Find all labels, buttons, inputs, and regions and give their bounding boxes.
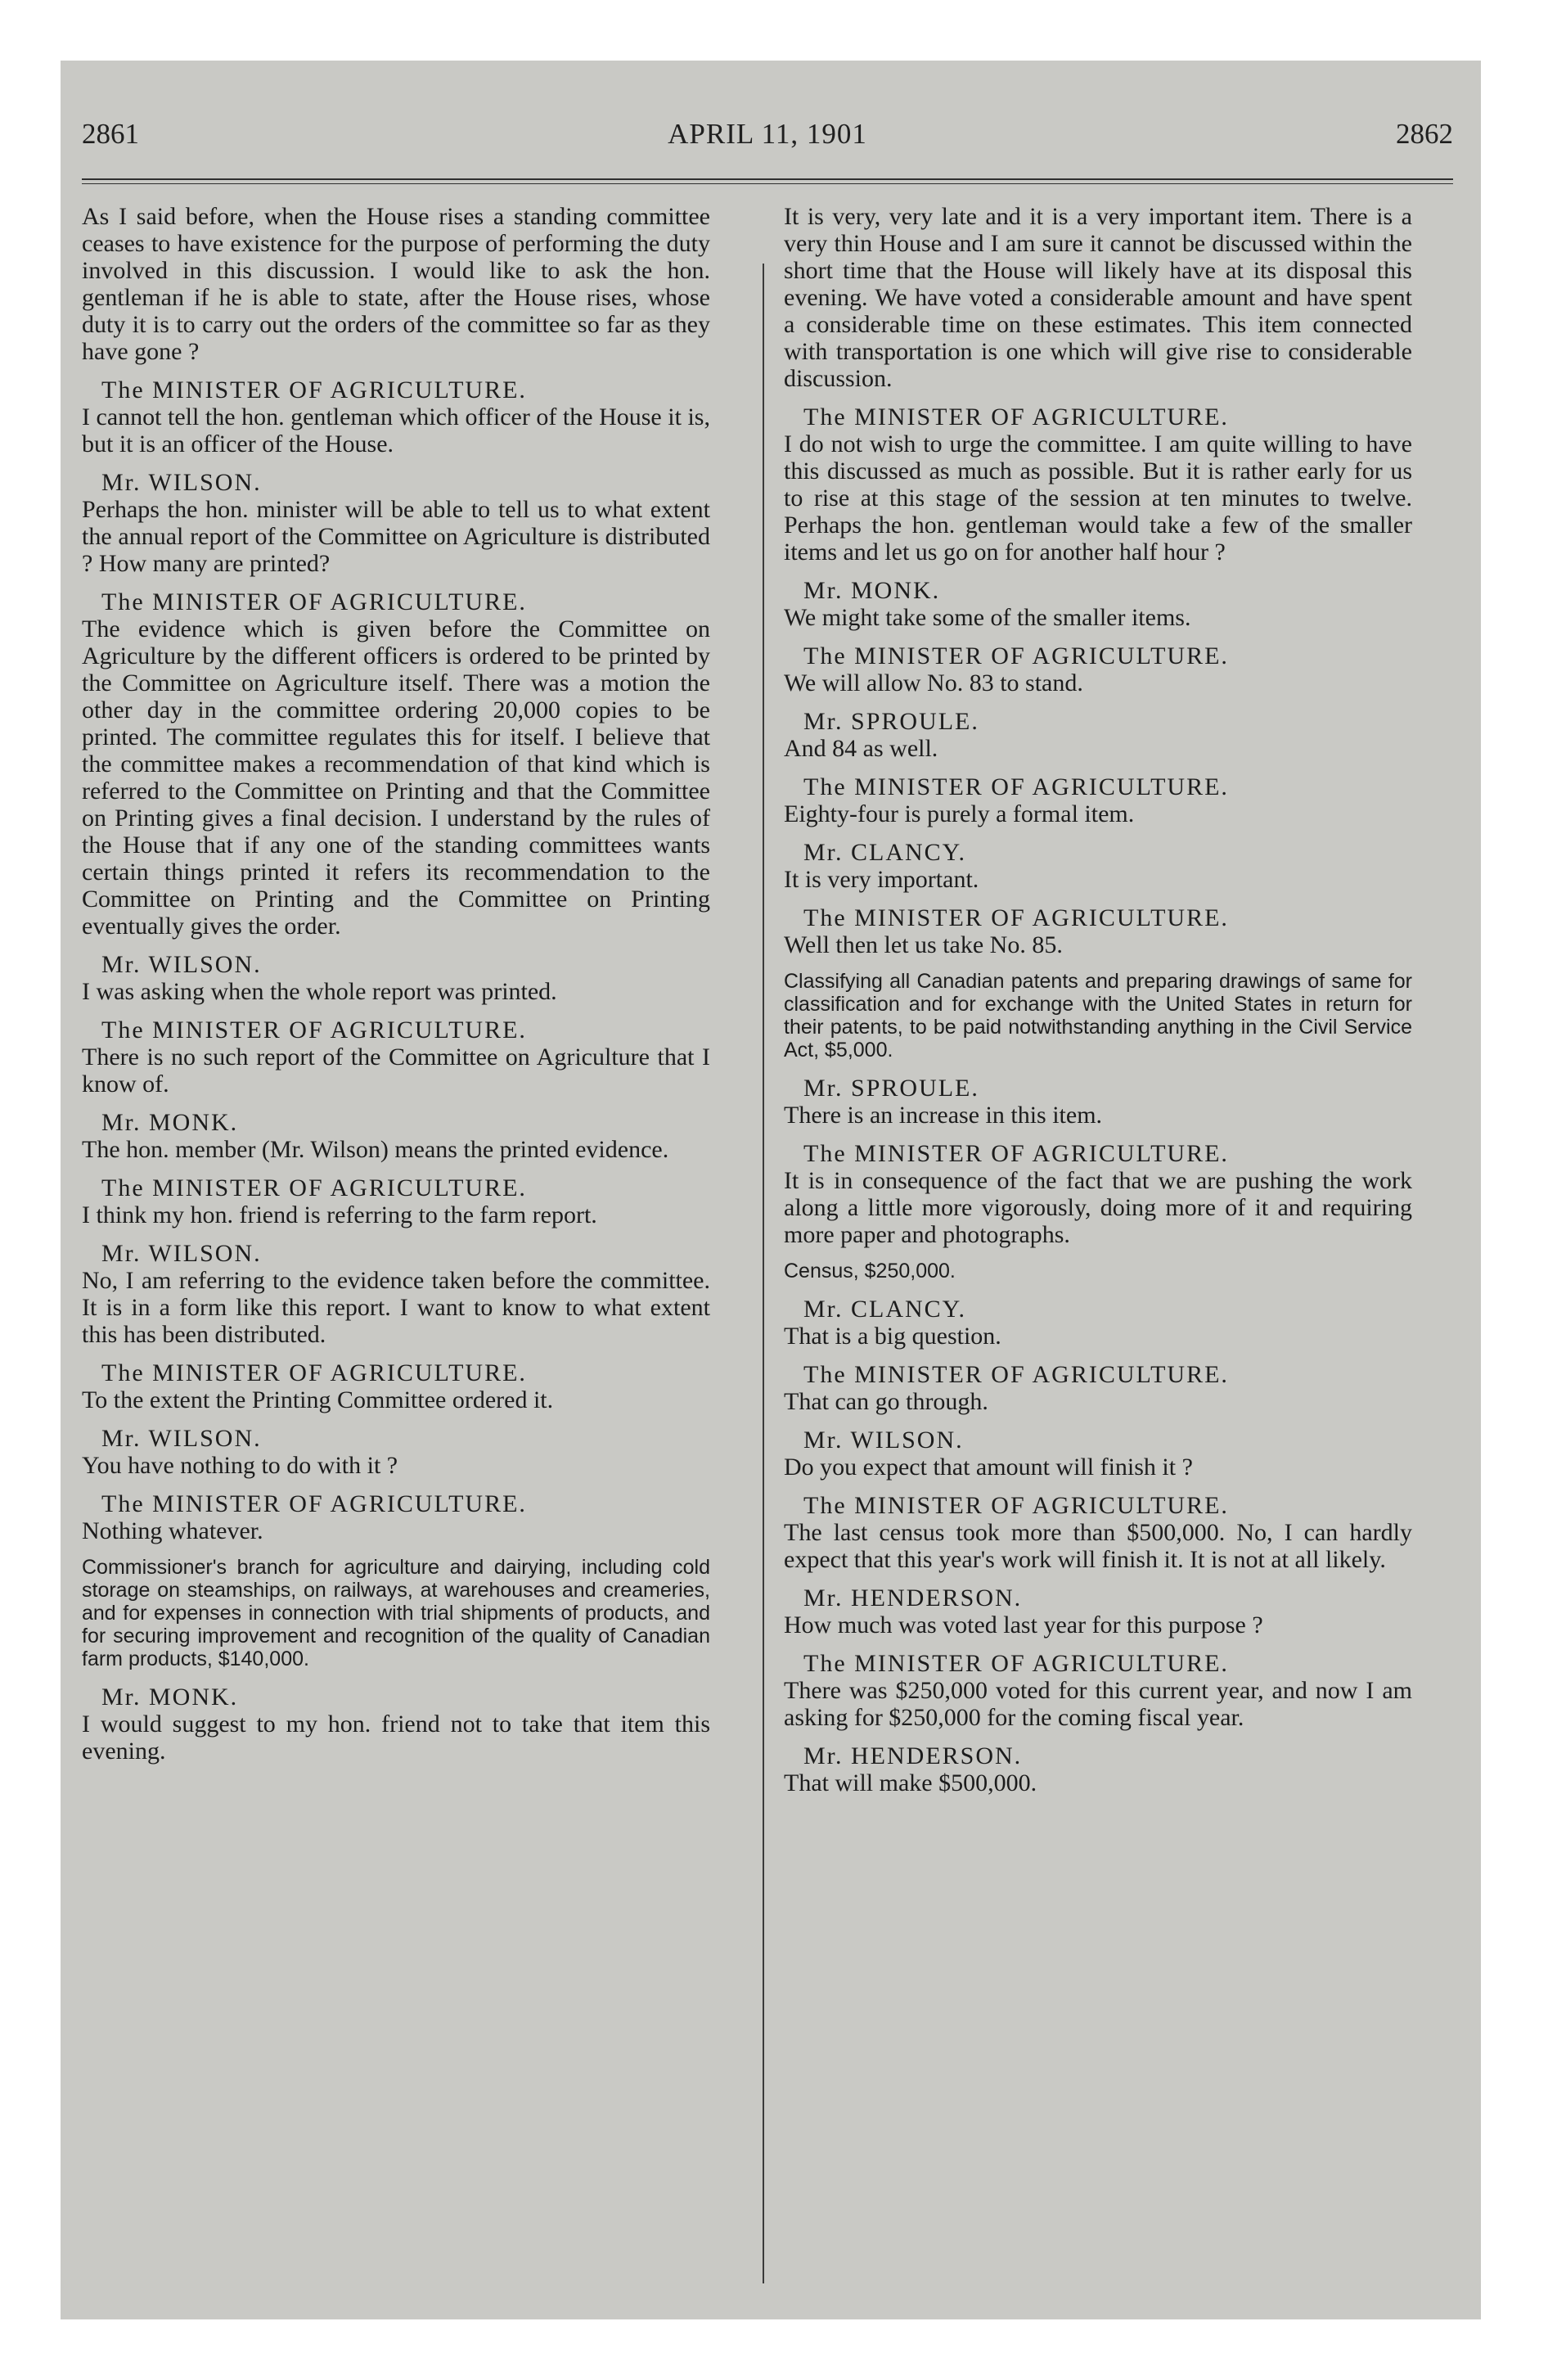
speaker-name: Mr. HENDERSON. <box>803 1742 1023 1769</box>
page-date: APRIL 11, 1901 <box>668 118 867 150</box>
speech-text: Well then let us take No. 85. <box>784 931 1063 958</box>
speaker-name: The MINISTER OF AGRICULTURE. <box>803 904 1229 931</box>
estimate-item: Census, $250,000. <box>784 1260 956 1282</box>
speech-text: How much was voted last year for this purpose ? <box>784 1611 1263 1639</box>
speech-text: No, I am referring to the evidence taken before the committee. It is in a form like this report. I want to know to what extent this has been distributed. <box>82 1267 710 1348</box>
speaker-name: Mr. CLANCY. <box>803 839 966 866</box>
speaker-name: Mr. WILSON. <box>803 1427 964 1454</box>
column-divider <box>763 264 764 2283</box>
speaker-name: The MINISTER OF AGRICULTURE. <box>803 642 1229 669</box>
speech-text: The hon. member (Mr. Wilson) means the printed evidence. <box>82 1136 669 1163</box>
estimate-item: Classifying all Canadian patents and preparing drawings of same for classification and for exchange with the United States in return for their patents, to be paid notwithstanding anything in the Civil Service Act, $5,000. <box>784 970 1412 1062</box>
speech-text: I would suggest to my hon. friend not to take that item this evening. <box>82 1711 710 1765</box>
speaker-name: The MINISTER OF AGRICULTURE. <box>803 1650 1229 1677</box>
speech-text: And 84 as well. <box>784 735 938 762</box>
speaker-name: Mr. MONK. <box>101 1109 239 1136</box>
speaker-name: Mr. MONK. <box>101 1684 239 1711</box>
speech-text: There was $250,000 voted for this current year, and now I am asking for $250,000 for the coming fiscal year. <box>784 1677 1412 1731</box>
speaker-name: Mr. WILSON. <box>101 951 262 978</box>
speech-text: Eighty-four is purely a formal item. <box>784 800 1135 827</box>
speaker-name: The MINISTER OF AGRICULTURE. <box>803 773 1229 800</box>
speech-text: We will allow No. 83 to stand. <box>784 669 1083 696</box>
speech-text: I was asking when the whole report was printed. <box>82 978 557 1005</box>
speech-text: Do you expect that amount will finish it ? <box>784 1454 1193 1481</box>
speech-text: You have nothing to do with it ? <box>82 1452 398 1479</box>
speaker-name: The MINISTER OF AGRICULTURE. <box>101 588 527 615</box>
speech-text: I do not wish to urge the committee. I am quite willing to have this discussed as much as possible. But it is rather early for us to rise at this stage of the session at ten minutes to twelve. Perhaps the hon. gentleman would take a few of the smaller items and let us go on for another half hour ? <box>784 430 1412 566</box>
speech-text: That will make $500,000. <box>784 1769 1037 1796</box>
speaker-name: The MINISTER OF AGRICULTURE. <box>101 1174 527 1201</box>
continued-paragraph: As I said before, when the House rises a standing committee ceases to have existence for the purpose of performing the duty involved in this discussion. I would like to ask the hon. gentleman if he is able to state, after the House rises, whose duty it is to carry out the orders of the committee so far as they have gone ? <box>82 203 710 365</box>
header-rule <box>82 178 1453 184</box>
speech-text: Nothing whatever. <box>82 1517 263 1544</box>
page-number-right: 2862 <box>1396 118 1453 150</box>
speech-text: There is an increase in this item. <box>784 1102 1103 1129</box>
speech-text: There is no such report of the Committee on Agriculture that I know of. <box>82 1044 710 1098</box>
speaker-name: The MINISTER OF AGRICULTURE. <box>101 1359 527 1386</box>
speaker-name: Mr. WILSON. <box>101 1425 262 1452</box>
page-number-left: 2861 <box>82 118 139 150</box>
speaker-name: Mr. WILSON. <box>101 469 262 496</box>
speaker-name: The MINISTER OF AGRICULTURE. <box>101 376 527 403</box>
speech-text: That can go through. <box>784 1388 988 1415</box>
speech-text: It is very important. <box>784 866 979 893</box>
estimate-item: Commissioner's branch for agriculture and dairying, including cold storage on steamships, on railways, at warehouses and creameries, and for expenses in connection with trial shipments of products, and for securing improvement and recognition of the quality of Canadian farm products, $140,000. <box>82 1556 710 1670</box>
speech-text: I cannot tell the hon. gentleman which officer of the House it is, but it is an officer of the House. <box>82 403 710 458</box>
speaker-name: The MINISTER OF AGRICULTURE. <box>803 1140 1229 1167</box>
speech-text: To the extent the Printing Committee ordered it. <box>82 1386 554 1413</box>
right-column <box>784 203 1412 1808</box>
continued-paragraph: It is very, very late and it is a very important item. There is a very thin House and I am sure it cannot be discussed within the short time that the House will likely have at its disposal this evening. We have voted a considerable amount and have spent a considerable time on these estimates. This item connected with transportation is one which will give rise to considerable discussion. <box>784 203 1412 392</box>
speaker-name: Mr. SPROULE. <box>803 1075 979 1102</box>
speech-text: We might take some of the smaller items. <box>784 604 1191 631</box>
speaker-name: Mr. HENDERSON. <box>803 1584 1023 1611</box>
speaker-name: Mr. MONK. <box>803 577 941 604</box>
speech-text: Perhaps the hon. minister will be able to tell us to what extent the annual report of the Committee on Agriculture is distributed ? How many are printed? <box>82 496 710 577</box>
left-column <box>82 203 710 1776</box>
speech-text: The evidence which is given before the Committee on Agriculture by the different officers is ordered to be printed by the Committee on Agriculture itself. There was a motion the other day in the committee ordering 20,000 copies to be printed. The committee regulates this for itself. I believe that the committee makes a recommendation of that kind which is referred to the Committee on Printing and that the Committee on Printing gives a final decision. I understand by the rules of the House that if any one of the standing committees wants certain things printed it refers its recommendation to the Committee on Printing and the Committee on Printing eventually gives the order. <box>82 615 710 940</box>
speaker-name: The MINISTER OF AGRICULTURE. <box>101 1016 527 1044</box>
speech-text: That is a big question. <box>784 1323 1001 1350</box>
speaker-name: The MINISTER OF AGRICULTURE. <box>803 1492 1229 1519</box>
speaker-name: Mr. CLANCY. <box>803 1296 966 1323</box>
speaker-name: The MINISTER OF AGRICULTURE. <box>803 403 1229 430</box>
speaker-name: The MINISTER OF AGRICULTURE. <box>101 1490 527 1517</box>
speech-text: The last census took more than $500,000. No, I can hardly expect that this year's work will finish it. It is not at all likely. <box>784 1519 1412 1573</box>
speech-text: I think my hon. friend is referring to the farm report. <box>82 1201 597 1228</box>
speaker-name: The MINISTER OF AGRICULTURE. <box>803 1361 1229 1388</box>
speech-text: It is in consequence of the fact that we are pushing the work along a little more vigorously, doing more of it and requiring more paper and photographs. <box>784 1167 1412 1248</box>
speaker-name: Mr. WILSON. <box>101 1240 262 1267</box>
speaker-name: Mr. SPROULE. <box>803 708 979 735</box>
page-header <box>82 118 1453 159</box>
